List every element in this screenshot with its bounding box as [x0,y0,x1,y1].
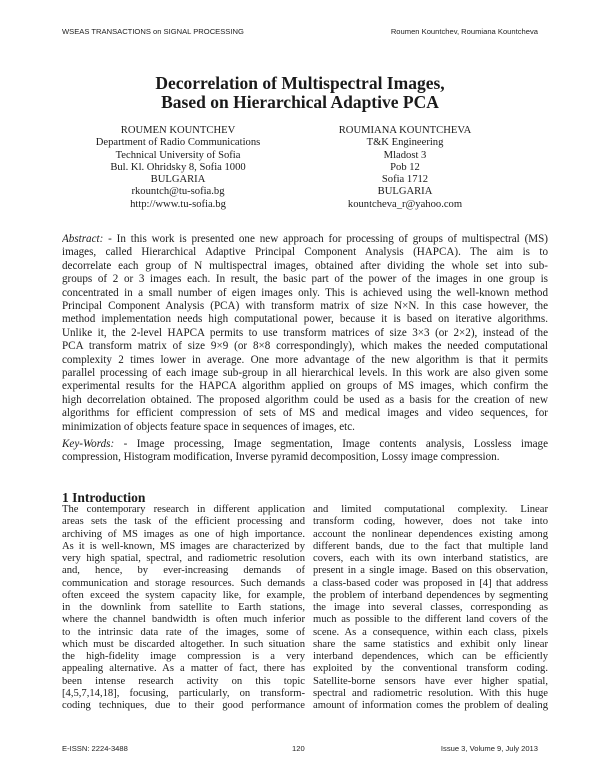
text-line [62,421,548,434]
text-line [62,367,548,380]
line-text: present in a single image. Based on this observation, [313,565,548,577]
line-text: - In this work is presented one new approach for processing of groups of multispectral (MS) [108,233,548,245]
footer-issn: E-ISSN: 2224-3488 [62,744,128,753]
text-line [313,651,548,663]
text-line [62,541,305,553]
text-line [62,578,305,590]
text-line [62,300,548,313]
author-line: Bul. Kl. Ohridsky 8, Sofia 1000 [110,161,246,173]
author-line: ROUMEN KOUNTCHEV [120,125,236,136]
line-text: complexity 2 times lower in average. One more advantage of the new algorithm is that it permits [62,353,548,366]
line-text: different bands, due to the fact that multiple land [313,540,548,552]
line-text: transform coding, however, does not take into [313,516,548,528]
text-line [62,651,305,663]
line-text: spectral and radiometric resolution. With this huge [313,687,548,699]
text-line [313,553,548,565]
text-line [62,246,548,259]
line-text: minimization of objects feature space in sequences of images, etc. [62,420,355,433]
line-text: and, hence, by ever-increasing demands of [62,565,305,577]
line-text: compression, Histogram modification, Inverse pyramid decomposition, Lossy image compression. [62,451,500,464]
text-line [62,340,548,353]
text-line [62,354,548,367]
author-line: Sofia 1712 [381,174,429,186]
author-line: BULGARIA [150,174,206,186]
text-line [313,688,548,700]
text-line [313,565,548,577]
author-line: ROUMIANA KOUNTCHEVA [338,125,472,136]
text-line [313,602,548,614]
line-text: which must be discarded altogether. In such situation [62,638,305,650]
text-line [313,627,548,639]
line-text: method implementation needs high computational power, because it is based on iterative algorithms. [62,313,548,326]
author-line: http://www.tu-sofia.bg [130,198,226,210]
text-line [62,407,548,420]
line-text: Unlike it, the 2-level HAPCA permits to use transform matrices of size 3×3 (or 2×2), instead of the [62,326,548,339]
line-text: PCA transform matrix of size 9×9 (or 8×8 correspondingly), which makes the needed computational [62,340,548,353]
author-line: Department of Radio Communications [95,137,261,149]
text-line [62,287,548,300]
line-text: share the same statistics and exhibit only linear [313,638,548,650]
section-heading: 1 Introduction [62,490,146,505]
author-line: BULGARIA [377,186,433,198]
author-line: Technical University of Sofia [115,149,241,161]
text-line [62,700,305,712]
line-text: to the intrinsic data rate of the images, some of [62,626,305,638]
title-line: Based on Hierarchical Adaptive PCA [161,92,439,112]
text-line [313,614,548,626]
author-line: Mladost 3 [383,149,427,161]
line-text: much as possible to the different land covers of the [313,614,548,626]
running-header-journal: WSEAS TRANSACTIONS on SIGNAL PROCESSING [62,27,244,36]
text-line [62,627,305,639]
text-line [313,529,548,541]
line-text: interband dependences, which can be efficiently [313,651,548,662]
text-line [62,565,305,577]
line-text: coding techniques, due to their good performance [62,700,305,711]
line-text: algorithms for efficient compression of sets of MS and medical images and video sequences, for [62,407,548,420]
line-text: exploited by the conventional transform coding. [313,663,548,675]
body-column-right [313,504,548,712]
text-line [62,313,548,326]
line-text: a class-based coder was proposed in [4] that address [313,577,548,589]
line-text: where the channel bandwidth is often much inferior [62,614,305,626]
author-block-1 [63,125,293,211]
text-line [62,602,305,614]
line-text: parallel processing of each image sub-group in all hierarchical levels. In this work are also given some [62,367,548,380]
text-line [62,451,548,464]
author-block-2 [290,125,520,211]
line-text: the problem of interband dependences by segmenting [313,589,548,601]
text-line [62,553,305,565]
running-header-authors: Roumen Kountchev, Roumiana Kountcheva [390,27,538,36]
line-text: As it is well-known, MS images are characterized by [62,540,305,552]
text-line [62,233,548,246]
text-line [313,541,548,553]
author-line: rkountch@tu-sofia.bg [131,186,225,198]
keywords [62,438,548,465]
text-line [313,504,548,516]
text-line [313,663,548,675]
line-text: groups of 2 or 3 images each. In result, the basic part of the power of the images in one group is [62,273,548,286]
text-line [62,327,548,340]
line-text: the high-fidelity image compression is a very [62,651,305,662]
text-line [313,676,548,688]
line-text: archiving of MS images as one of high importance. [62,528,305,540]
text-line [62,260,548,273]
text-line [62,438,548,451]
line-text: areas sets the task of the efficient processing and [62,516,305,528]
text-line [62,504,305,516]
text-line [62,676,305,688]
author-line: T&K Engineering [366,137,444,149]
line-text: Principal Component Analysis (PCA) with transform matrix of size N×N. In this case however, the [62,300,548,313]
line-text: communication and storage resources. Such demands [62,577,305,589]
text-line [313,590,548,602]
keywords-label: Key-Words: [62,438,115,450]
text-line [62,688,305,700]
line-text: concentrated in a small number of eigen images only. This is achieved using the well-known method [62,286,548,299]
text-line [62,590,305,602]
footer-issue: Issue 3, Volume 9, July 2013 [440,744,538,753]
text-line [313,700,548,712]
text-line [313,516,548,528]
text-line [62,529,305,541]
text-line [313,578,548,590]
text-line [62,663,305,675]
line-text: decorrelate each group of N multispectral images, obtained after dividing the whole set into sub- [62,259,548,272]
line-text: high decorrelation obtained. The proposed algorithm could be used as a basis for the creation of new [62,393,548,406]
page-number: 120 [292,744,305,753]
line-text: appealing alternative. As a matter of fact, there has [62,663,305,675]
line-text: account the nonlinear dependences existing among [313,528,548,540]
paper-title [0,74,600,112]
title-line: Decorrelation of Multispectral Images, [155,73,445,93]
line-text: - Image processing, Image segmentation, Image contents analysis, Lossless image [123,438,548,450]
text-line [62,273,548,286]
line-text: in the downlink from satellite to Earth stations, [62,602,305,613]
line-text: Satellite-borne sensors have ever higher spatial, [313,675,548,687]
abstract-label: Abstract: [62,233,104,245]
line-text: often exceed the system capacity like, for example, [62,589,305,601]
line-text: experimental results for the HAPCA algorithm applied on groups of MS images, which confirm the [62,380,548,393]
author-line: kountcheva_r@yahoo.com [347,198,463,210]
body-column-left [62,504,305,712]
line-text: covers, each with its own interband statistics, are [313,553,548,564]
line-text: and limited computational complexity. Linear [313,504,548,515]
text-line [62,614,305,626]
text-line [62,516,305,528]
line-text: [4,5,7,14,18], focusing, particularly, on transform- [62,687,305,699]
line-text: The contemporary research in different application [62,504,305,515]
line-text: images, called Hierarchical Adaptive Principal Component Analysis (HAPCA). The aim is to [62,246,548,259]
line-text: scene. As a consequence, within each class, pixels [313,626,548,638]
text-line [62,380,548,393]
line-text: been intense research activity on this topic [62,675,305,687]
line-text: amount of information comes the problem of dealing [313,700,548,711]
text-line [62,639,305,651]
text-line [313,639,548,651]
author-line: Pob 12 [390,161,420,173]
abstract [62,233,548,434]
text-line [62,394,548,407]
line-text: the image into several classes, corresponding as [313,602,548,613]
line-text: very high spatial, spectral, and radiometric resolution [62,553,305,564]
